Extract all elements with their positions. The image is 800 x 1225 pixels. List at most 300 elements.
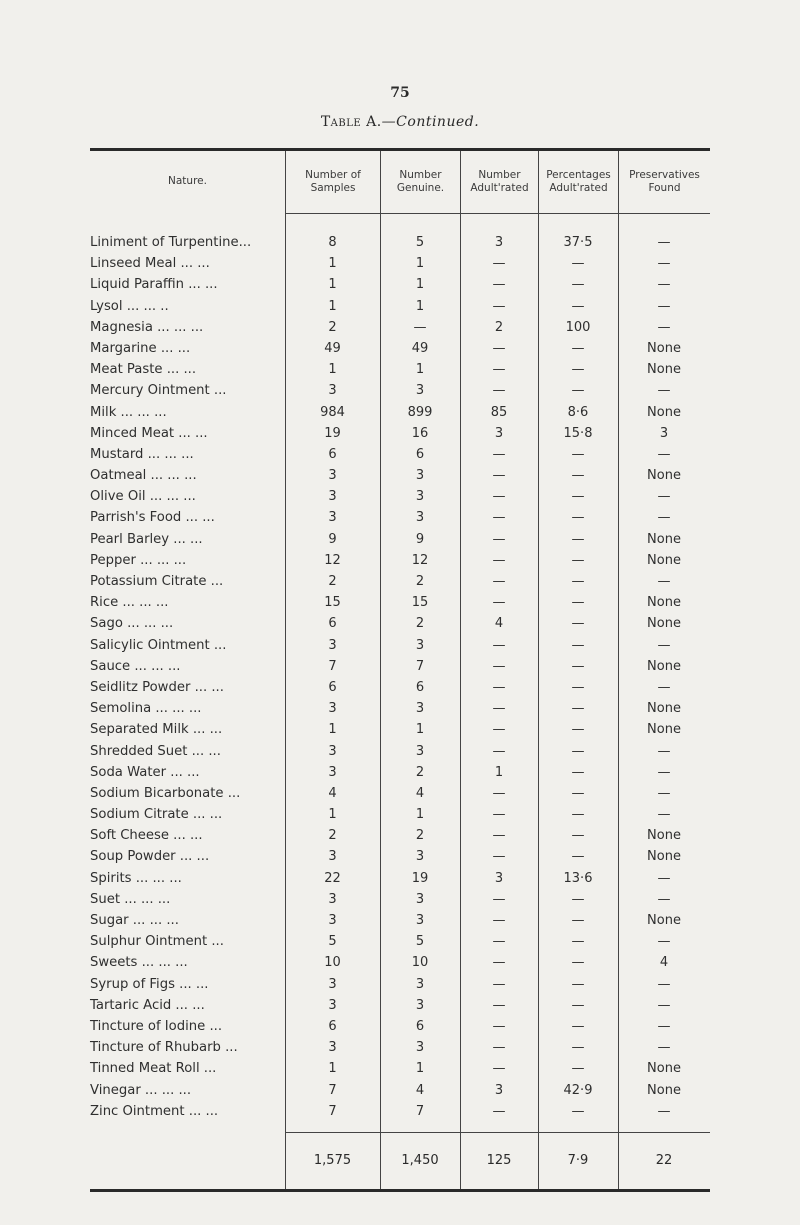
cell-adulterated: — (492, 574, 506, 589)
cell-adulterated: — (492, 637, 506, 653)
cell-genuine: 3 (415, 891, 425, 907)
cell-percentage: — (571, 277, 585, 293)
table-row (90, 974, 710, 995)
cell-nature: Rice ... ... ... (90, 595, 169, 611)
cell-samples: 1 (328, 722, 337, 738)
cell-samples: 9 (328, 531, 337, 547)
table-row (90, 868, 710, 889)
cell-adulterated: 3 (494, 870, 504, 886)
cell-samples: 3 (328, 891, 337, 907)
cell-preservatives: — (657, 574, 671, 589)
cell-percentage: — (571, 468, 585, 484)
cell-nature: Linseed Meal ... ... (90, 256, 210, 272)
cell-genuine: 3 (415, 468, 425, 484)
cell-genuine: 49 (411, 340, 429, 356)
cell-preservatives: None (647, 828, 681, 844)
cell-samples: 3 (328, 383, 337, 399)
table-row (90, 1080, 710, 1101)
cell-nature: Olive Oil ... ... ... (90, 489, 196, 505)
cell-samples: 1 (328, 362, 337, 378)
cell-preservatives: — (657, 679, 671, 695)
cell-samples: 6 (328, 1018, 337, 1034)
total-adulterated: 125 (486, 1153, 512, 1169)
cell-nature: Soup Powder ... ... (90, 849, 210, 865)
cell-genuine: 1 (415, 256, 425, 272)
cell-nature: Semolina ... ... ... (90, 701, 202, 717)
cell-percentage: — (571, 298, 585, 314)
cell-adulterated: — (492, 1018, 506, 1034)
cell-adulterated: — (492, 849, 506, 865)
data-table (90, 148, 710, 1192)
total-samples: 1,575 (313, 1153, 352, 1169)
cell-genuine: 3 (415, 849, 425, 865)
cell-adulterated: 85 (490, 404, 508, 420)
cell-preservatives: — (657, 383, 671, 399)
cell-percentage: — (571, 616, 585, 632)
table-row (90, 762, 710, 783)
cell-preservatives: 3 (659, 425, 669, 441)
cell-nature: Liniment of Turpentine... (90, 235, 252, 250)
table-row (90, 380, 710, 401)
cell-nature: Margarine ... ... (90, 340, 191, 356)
cell-samples: 3 (328, 743, 337, 759)
cell-adulterated: — (492, 1103, 506, 1119)
table-row (90, 296, 710, 317)
cell-samples: 3 (328, 849, 337, 865)
cell-nature: Parrish's Food ... ... (90, 510, 215, 526)
cell-genuine: 12 (411, 552, 429, 568)
cell-preservatives: None (647, 701, 681, 717)
cell-adulterated: 3 (494, 425, 504, 441)
cell-samples: 1 (328, 1061, 337, 1077)
cell-adulterated: — (492, 976, 506, 992)
cell-percentage: — (571, 340, 585, 356)
cell-percentage: — (571, 1103, 585, 1119)
cell-genuine: 3 (415, 701, 425, 717)
cell-adulterated: — (492, 1061, 506, 1077)
cell-nature: Seidlitz Powder ... ... (90, 679, 224, 695)
cell-genuine: 7 (415, 658, 425, 674)
cell-percentage: — (571, 807, 585, 823)
table-row (90, 317, 710, 338)
header-genuine: Number Genuine. (380, 151, 460, 213)
cell-samples: 6 (328, 446, 337, 462)
cell-adulterated: — (492, 658, 506, 674)
table-row (90, 783, 710, 804)
cell-preservatives: — (657, 1040, 671, 1056)
cell-preservatives: None (647, 468, 681, 484)
cell-adulterated: — (492, 743, 506, 759)
table-row (90, 698, 710, 719)
cell-nature: Sodium Citrate ... ... (90, 807, 223, 823)
cell-nature: Meat Paste ... ... (90, 362, 197, 378)
table-row (90, 571, 710, 592)
cell-preservatives: 4 (659, 955, 669, 971)
cell-preservatives: None (647, 595, 681, 611)
header-samples: Number of Samples (285, 151, 380, 213)
table-bottom-rule (90, 1189, 710, 1192)
cell-genuine: 3 (415, 913, 425, 928)
cell-adulterated: — (492, 362, 506, 378)
cell-genuine: 1 (415, 722, 425, 738)
cell-samples: 12 (324, 552, 341, 568)
cell-percentage: — (571, 743, 585, 759)
table-body (90, 214, 710, 1122)
cell-percentage: — (571, 531, 585, 547)
cell-preservatives: — (657, 319, 671, 335)
cell-nature: Spirits ... ... ... (90, 870, 182, 886)
cell-preservatives: — (657, 489, 671, 505)
cell-preservatives: — (657, 934, 671, 950)
table-row (90, 804, 710, 825)
cell-samples: 3 (328, 1040, 337, 1056)
cell-nature: Tinned Meat Roll ... (90, 1061, 217, 1077)
cell-percentage: — (571, 955, 585, 971)
cell-samples: 1 (328, 277, 337, 293)
cell-preservatives: — (657, 235, 671, 250)
cell-percentage: — (571, 446, 585, 462)
cell-genuine: 1 (415, 277, 425, 293)
total-percentage: 7·9 (567, 1153, 589, 1169)
cell-percentage: — (571, 722, 585, 738)
cell-nature: Soda Water ... ... (90, 764, 200, 780)
cell-adulterated: — (492, 828, 506, 844)
cell-samples: 3 (328, 510, 337, 526)
cell-adulterated: — (492, 383, 506, 399)
cell-preservatives: None (647, 552, 681, 568)
cell-preservatives: — (657, 510, 671, 526)
cell-genuine: 3 (415, 489, 425, 505)
cell-preservatives: — (657, 298, 671, 314)
cell-adulterated: — (492, 701, 506, 717)
cell-preservatives: — (657, 277, 671, 293)
cell-samples: 1 (328, 256, 337, 272)
cell-samples: 8 (328, 235, 337, 250)
table-row (90, 741, 710, 762)
cell-genuine: 2 (415, 764, 425, 780)
cell-preservatives: — (657, 976, 671, 992)
cell-genuine: 19 (411, 870, 429, 886)
cell-samples: 1 (328, 298, 337, 314)
table-row (90, 338, 710, 359)
cell-percentage: — (571, 679, 585, 695)
cell-samples: 2 (328, 319, 337, 335)
cell-samples: 3 (328, 637, 337, 653)
cell-percentage: — (571, 510, 585, 526)
cell-preservatives: None (647, 913, 681, 928)
cell-nature: Tartaric Acid ... ... (90, 997, 205, 1013)
cell-genuine: 15 (411, 595, 429, 611)
cell-genuine: 9 (415, 531, 425, 547)
cell-adulterated: — (492, 510, 506, 526)
cell-genuine: 2 (415, 828, 425, 844)
cell-genuine: 5 (415, 235, 425, 250)
cell-preservatives: None (647, 722, 681, 738)
cell-genuine: 1 (415, 1061, 425, 1077)
cell-percentage: — (571, 701, 585, 717)
cell-adulterated: 1 (494, 764, 504, 780)
cell-percentage: 13·6 (563, 870, 593, 886)
table-row (90, 656, 710, 677)
header-preservatives: Preservatives Found (618, 151, 710, 213)
cell-preservatives: — (657, 256, 671, 272)
cell-samples: 1 (328, 807, 337, 823)
cell-nature: Suet ... ... ... (90, 891, 171, 907)
cell-samples: 4 (328, 785, 337, 801)
table-row (90, 846, 710, 867)
cell-genuine: 6 (415, 679, 425, 695)
cell-adulterated: — (492, 934, 506, 950)
cell-preservatives: None (647, 658, 681, 674)
cell-percentage: — (571, 934, 585, 950)
cell-adulterated: — (492, 807, 506, 823)
table-row (90, 825, 710, 846)
cell-adulterated: — (492, 1040, 506, 1056)
table-row (90, 889, 710, 910)
cell-genuine: 1 (415, 362, 425, 378)
cell-percentage: — (571, 913, 585, 928)
cell-adulterated: 4 (494, 616, 504, 632)
cell-preservatives: None (647, 1061, 681, 1077)
cell-genuine: 6 (415, 446, 425, 462)
cell-nature: Pepper ... ... ... (90, 552, 187, 568)
cell-preservatives: — (657, 807, 671, 823)
cell-nature: Mustard ... ... ... (90, 446, 194, 462)
cell-samples: 3 (328, 976, 337, 992)
table-row (90, 719, 710, 740)
cell-percentage: — (571, 828, 585, 844)
table-row (90, 465, 710, 486)
cell-genuine: 7 (415, 1103, 425, 1119)
table-row (90, 1058, 710, 1079)
table-row (90, 423, 710, 444)
table-row (90, 253, 710, 274)
cell-nature: Sugar ... ... ... (90, 913, 179, 928)
header-adulterated: Number Adult'rated (460, 151, 538, 213)
cell-samples: 3 (328, 997, 337, 1013)
table-row (90, 613, 710, 634)
cell-nature: Liquid Paraffin ... ... (90, 277, 218, 293)
cell-genuine: 3 (415, 383, 425, 399)
cell-percentage: — (571, 1061, 585, 1077)
table-row (90, 995, 710, 1016)
cell-adulterated: — (492, 256, 506, 272)
cell-adulterated: — (492, 913, 506, 928)
cell-adulterated: — (492, 340, 506, 356)
cell-percentage: — (571, 764, 585, 780)
cell-percentage: — (571, 362, 585, 378)
cell-samples: 22 (324, 870, 341, 886)
cell-nature: Vinegar ... ... ... (90, 1082, 192, 1098)
cell-genuine: 3 (415, 976, 425, 992)
cell-genuine: — (413, 319, 427, 335)
cell-samples: 3 (328, 913, 337, 928)
cell-samples: 6 (328, 679, 337, 695)
cell-genuine: 899 (407, 404, 433, 420)
cell-nature: Pearl Barley ... ... (90, 531, 203, 547)
cell-preservatives: — (657, 891, 671, 907)
table-row (90, 359, 710, 380)
cell-samples: 6 (328, 616, 337, 632)
table-row (90, 232, 710, 253)
table-header (90, 151, 710, 213)
table-row (90, 910, 710, 931)
cell-adulterated: 2 (494, 319, 504, 335)
cell-percentage: — (571, 552, 585, 568)
cell-nature: Soft Cheese ... ... (90, 828, 203, 844)
cell-genuine: 2 (415, 574, 425, 589)
cell-nature: Tincture of Iodine ... (90, 1018, 223, 1034)
cell-nature: Sodium Bicarbonate ... (90, 785, 241, 801)
cell-adulterated: — (492, 468, 506, 484)
cell-preservatives: — (657, 870, 671, 886)
cell-percentage: 42·9 (563, 1082, 593, 1098)
cell-genuine: 3 (415, 997, 425, 1013)
cell-nature: Shredded Suet ... ... (90, 743, 221, 759)
cell-nature: Potassium Citrate ... (90, 574, 224, 589)
cell-samples: 2 (328, 828, 337, 844)
cell-samples: 3 (328, 701, 337, 717)
cell-adulterated: 3 (494, 1082, 504, 1098)
cell-adulterated: — (492, 997, 506, 1013)
cell-nature: Magnesia ... ... ... (90, 319, 204, 335)
table-body-area (90, 214, 710, 1189)
cell-genuine: 3 (415, 510, 425, 526)
cell-samples: 3 (328, 764, 337, 780)
cell-percentage: — (571, 595, 585, 611)
cell-adulterated: — (492, 489, 506, 505)
cell-adulterated: — (492, 446, 506, 462)
cell-nature: Separated Milk ... ... (90, 722, 223, 738)
cell-percentage: — (571, 256, 585, 272)
cell-percentage: — (571, 383, 585, 399)
cell-percentage: — (571, 658, 585, 674)
cell-percentage: — (571, 997, 585, 1013)
table-row (90, 507, 710, 528)
cell-adulterated: — (492, 552, 506, 568)
table-row (90, 1016, 710, 1037)
cell-percentage: — (571, 1018, 585, 1034)
cell-preservatives: — (657, 637, 671, 653)
cell-adulterated: 3 (494, 235, 504, 250)
cell-genuine: 16 (411, 425, 429, 441)
cell-preservatives: — (657, 785, 671, 801)
table-row (90, 274, 710, 295)
cell-preservatives: — (657, 446, 671, 462)
table-row (90, 1037, 710, 1058)
cell-samples: 49 (324, 340, 341, 356)
cell-preservatives: None (647, 362, 681, 378)
cell-samples: 3 (328, 489, 337, 505)
cell-adulterated: — (492, 298, 506, 314)
cell-samples: 984 (320, 404, 345, 420)
header-nature: Nature. (168, 175, 207, 188)
cell-genuine: 1 (415, 807, 425, 823)
cell-nature: Oatmeal ... ... ... (90, 468, 197, 484)
cell-genuine: 4 (415, 785, 425, 801)
table-row (90, 931, 710, 952)
header-percentage: Percentages Adult'rated (538, 151, 618, 213)
cell-nature: Mercury Ointment ... (90, 383, 227, 399)
cell-samples: 2 (328, 574, 337, 589)
cell-genuine: 3 (415, 743, 425, 759)
cell-genuine: 2 (415, 616, 425, 632)
cell-nature: Salicylic Ointment ... (90, 637, 227, 653)
cell-genuine: 6 (415, 1018, 425, 1034)
table-row (90, 592, 710, 613)
cell-genuine: 3 (415, 1040, 425, 1056)
cell-percentage: — (571, 637, 585, 653)
cell-samples: 3 (328, 468, 337, 484)
cell-preservatives: — (657, 1103, 671, 1119)
cell-genuine: 3 (415, 637, 425, 653)
cell-adulterated: — (492, 277, 506, 293)
cell-samples: 7 (328, 1082, 337, 1098)
cell-nature: Milk ... ... ... (90, 404, 167, 420)
cell-nature: Minced Meat ... ... (90, 425, 208, 441)
cell-samples: 15 (324, 595, 341, 611)
cell-nature: Tincture of Rhubarb ... (90, 1040, 238, 1056)
cell-preservatives: None (647, 340, 681, 356)
cell-nature: Sulphur Ointment ... (90, 934, 224, 950)
cell-adulterated: — (492, 595, 506, 611)
cell-percentage: 15·8 (563, 425, 593, 441)
cell-samples: 5 (328, 934, 337, 950)
cell-percentage: — (571, 1040, 585, 1056)
cell-percentage: 8·6 (567, 404, 589, 420)
cell-preservatives: — (657, 1018, 671, 1034)
cell-preservatives: — (657, 764, 671, 780)
table-row (90, 635, 710, 656)
cell-genuine: 5 (415, 934, 425, 950)
table-title-label: Table A. (320, 114, 382, 130)
cell-nature: Zinc Ointment ... ... (90, 1103, 219, 1119)
table-title-suffix: —Continued. (381, 114, 480, 130)
cell-percentage: — (571, 785, 585, 801)
page-number: 75 (390, 85, 410, 101)
cell-preservatives: None (647, 1082, 681, 1098)
cell-percentage: — (571, 891, 585, 907)
totals-row (90, 1133, 710, 1189)
total-genuine: 1,450 (401, 1153, 439, 1169)
cell-preservatives: None (647, 849, 681, 865)
cell-preservatives: None (647, 616, 681, 632)
total-preservatives: 22 (655, 1153, 673, 1169)
cell-adulterated: — (492, 955, 506, 971)
cell-nature: Sweets ... ... ... (90, 955, 188, 971)
cell-samples: 7 (328, 1103, 337, 1119)
cell-samples: 7 (328, 658, 337, 674)
cell-preservatives: None (647, 404, 681, 420)
cell-adulterated: — (492, 531, 506, 547)
table-row (90, 529, 710, 550)
cell-percentage: 37·5 (563, 235, 593, 250)
totals-label (90, 1133, 285, 1189)
cell-samples: 10 (324, 955, 341, 971)
table-row (90, 677, 710, 698)
table-title (0, 114, 800, 130)
cell-adulterated: — (492, 679, 506, 695)
cell-percentage: — (571, 849, 585, 865)
cell-genuine: 1 (415, 298, 425, 314)
cell-percentage: — (571, 489, 585, 505)
cell-genuine: 10 (411, 955, 429, 971)
cell-preservatives: None (647, 531, 681, 547)
table-row (90, 550, 710, 571)
cell-percentage: 100 (565, 319, 591, 335)
cell-nature: Sauce ... ... ... (90, 658, 181, 674)
table-row (90, 444, 710, 465)
